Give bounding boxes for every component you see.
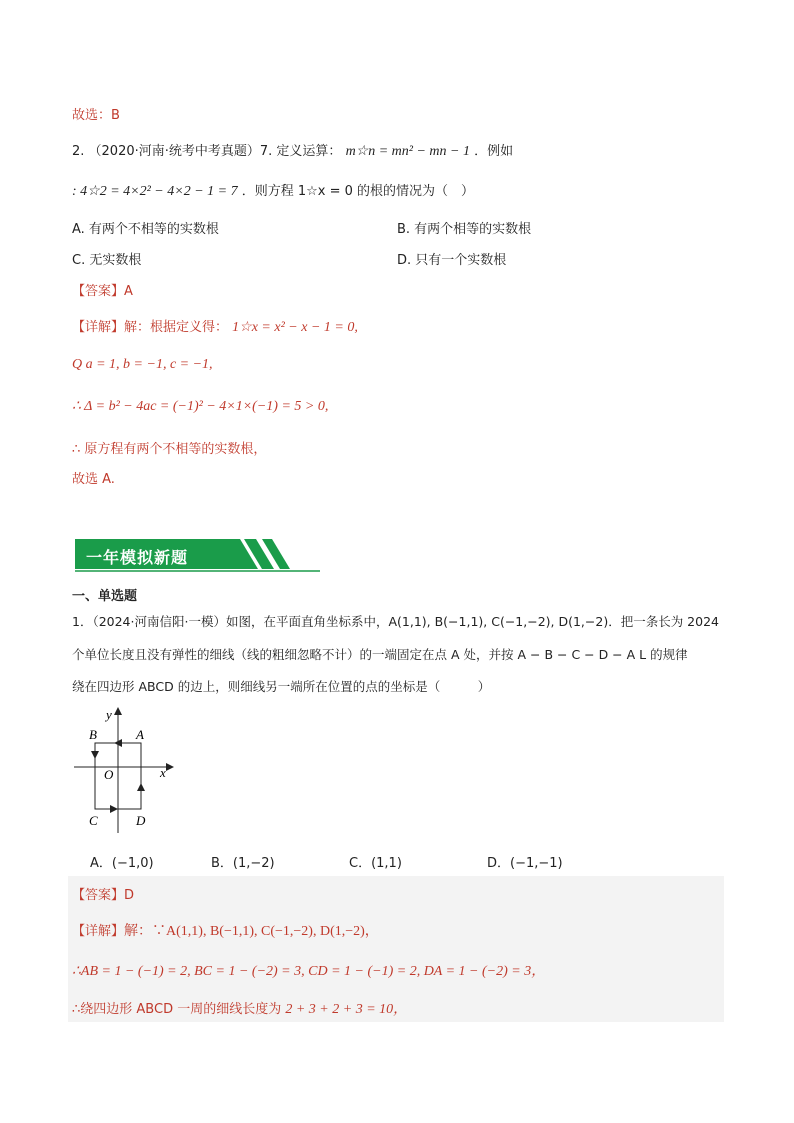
q2-line1 (72, 140, 513, 160)
q1-detail-line3-text: ∴绕四边形 ABCD 一周的细线长度为 (72, 1002, 282, 1017)
q2-head: 2. （2020·河南·统考中考真题）7. 定义运算： (72, 144, 342, 159)
label-d: D (136, 813, 146, 828)
q2-question: ．则方程 1☆x = 0 的根的情况为（ ） (241, 184, 475, 199)
y-axis-arrow-icon (114, 707, 122, 715)
q1-detail-label: 【详解】 (72, 924, 125, 939)
q1-detail-line1 (72, 920, 379, 940)
arrow-b-to-c-icon (91, 751, 99, 759)
q2-option-b: B. 有两个相等的实数根 (397, 222, 532, 237)
q2-option-a: A. 有两个不相等的实数根 (72, 222, 219, 237)
label-origin: O (104, 767, 114, 782)
previous-answer: 故选：B (72, 108, 120, 123)
q1-detail-line3-math: 2 + 3 + 2 + 3 = 10， (285, 1002, 408, 1017)
q1-option-a: A．(−1,0) (90, 856, 154, 871)
q1-line1: 1．（2024·河南信阳·一模）如图，在平面直角坐标系中，A(1,1), B(−1,1), C(−1,−2), D(1,−2)．把一条长为 2024 (72, 614, 719, 629)
arrow-d-to-a-icon (137, 783, 145, 791)
q1-option-d: D．(−1,−1) (487, 856, 563, 871)
q1-line2: 个单位长度且没有弹性的细线（线的粗细忽略不计）的一端固定在点 A 处，并按 A − B − C − D − A L 的规律 (72, 647, 688, 662)
arrow-c-to-d-icon (110, 805, 118, 813)
q2-definition: m☆n = mn² − mn − 1 (345, 144, 470, 159)
q1-detail-line3 (72, 998, 407, 1018)
q2-detail-line1 (72, 316, 358, 336)
detail-final: 故选 A. (72, 472, 115, 487)
detail-eq1: 1☆x = x² − x − 1 = 0, (232, 320, 358, 335)
subhead-single-choice: 一、单选题 (72, 589, 138, 604)
q2-option-c: C. 无实数根 (72, 253, 142, 268)
label-b: B (89, 727, 97, 742)
q2-tail: ．例如 (474, 144, 514, 159)
label-y: y (106, 707, 112, 722)
q1-answer: 【答案】D (72, 888, 135, 903)
detail-eq2: Q a = 1, b = −1, c = −1, (72, 357, 213, 372)
q2-line2 (72, 180, 474, 200)
section-banner (72, 537, 322, 573)
q1-detail-text: 解：∵A(1,1), B(−1,1), C(−1,−2), D(1,−2)， (124, 924, 379, 939)
q2-option-d: D. 只有一个实数根 (397, 253, 507, 268)
q2-answer: 【答案】A (72, 284, 133, 299)
detail-intro: 解：根据定义得： (124, 320, 229, 335)
label-a: A (136, 727, 144, 742)
x-axis-arrow-icon (166, 763, 174, 771)
q1-option-b: B．(1,−2) (211, 856, 275, 871)
label-c: C (89, 813, 98, 828)
banner-title: 一年模拟新题 (86, 548, 189, 567)
detail-conclusion: ∴ 原方程有两个不相等的实数根， (72, 442, 267, 457)
coordinate-figure (70, 705, 180, 835)
q1-detail-line2: ∴AB = 1 − (−1) = 2, BC = 1 − (−2) = 3, CD = 1 − (−1) = 2, DA = 1 − (−2) = 3， (72, 964, 546, 979)
q2-example: : 4☆2 = 4×2² − 4×2 − 1 = 7 (72, 184, 238, 199)
q1-line3: 绕在四边形 ABCD 的边上，则细线另一端所在位置的点的坐标是（ ） (72, 679, 491, 694)
q1-option-c: C．(1,1) (349, 856, 402, 871)
label-x: x (160, 765, 166, 780)
detail-eq3: ∴ Δ = b² − 4ac = (−1)² − 4×1×(−1) = 5 > 0, (72, 399, 329, 414)
detail-label: 【详解】 (72, 320, 125, 335)
